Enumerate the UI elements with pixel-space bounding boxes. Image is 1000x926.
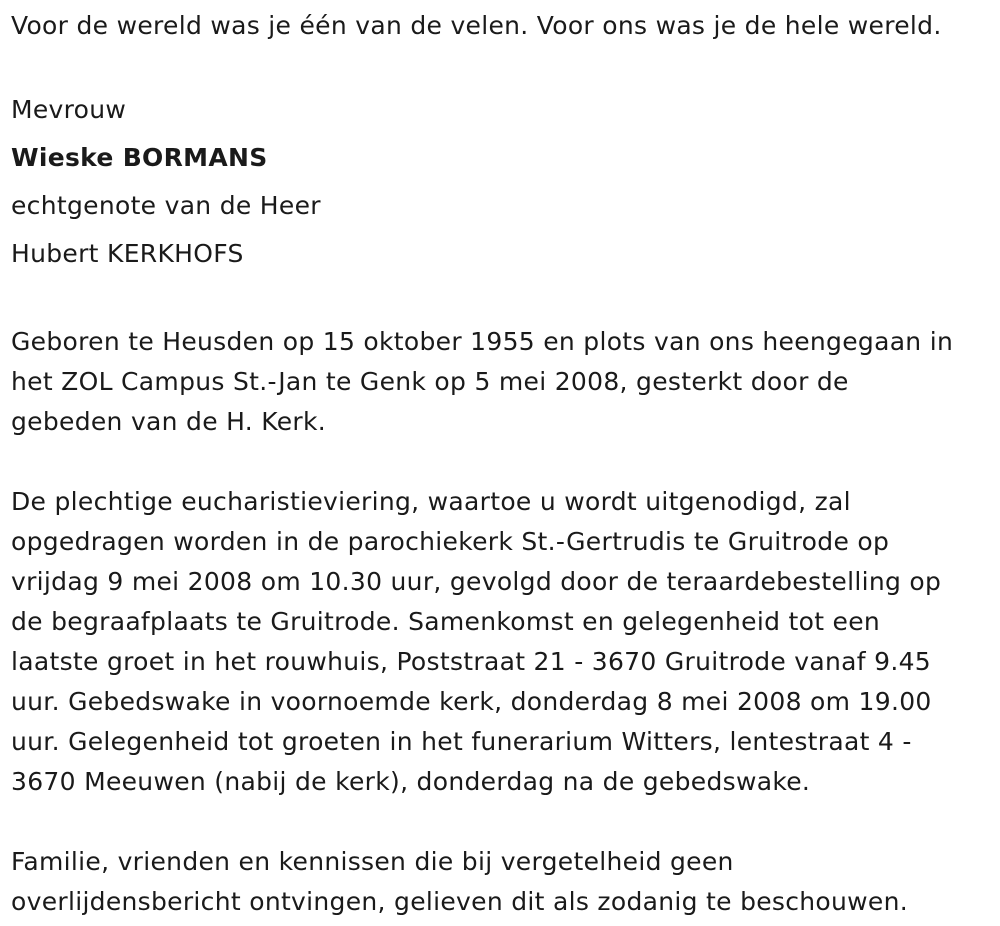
paragraph-line: Geboren te Heusden op 15 oktober 1955 en plots van ons heengegaan in [11,327,954,356]
paragraph-line: laatste groet in het rouwhuis, Poststraat 21 - 3670 Gruitrode vanaf 9.45 [11,647,931,676]
obituary-notice [11,6,986,922]
paragraph-line: overlijdensbericht ontvingen, gelieven dit als zodanig te beschouwen. [11,887,908,916]
spacer [11,442,986,482]
person-relation: echtgenote van de Heer [11,191,321,220]
ceremony-paragraph [11,482,986,802]
closing-paragraph [11,842,986,922]
paragraph-line: opgedragen worden in de parochiekerk St.-Gertrudis te Gruitrode op [11,527,890,556]
paragraph-line: Familie, vrienden en kennissen die bij vergetelheid geen [11,847,734,876]
paragraph-line: 3670 Meeuwen (nabij de kerk), donderdag na de gebedswake. [11,767,811,796]
birth-paragraph [11,322,986,442]
spacer [11,278,986,322]
intro-quote: Voor de wereld was je één van de velen. Voor ons was je de hele wereld. [11,11,942,40]
spouse-name: Hubert KERKHOFS [11,239,244,268]
paragraph-line: uur. Gebedswake in voornoemde kerk, donderdag 8 mei 2008 om 19.00 [11,687,932,716]
paragraph-line: uur. Gelegenheid tot groeten in het funerarium Witters, lentestraat 4 - [11,727,912,756]
paragraph-line: vrijdag 9 mei 2008 om 10.30 uur, gevolgd door de teraardebestelling op [11,567,942,596]
person-title: Mevrouw [11,95,127,124]
spacer [11,802,986,842]
person-block [11,86,986,278]
spacer [11,46,986,86]
paragraph-line: gebeden van de H. Kerk. [11,407,327,436]
paragraph-line: de begraafplaats te Gruitrode. Samenkomst en gelegenheid tot een [11,607,881,636]
paragraph-line: De plechtige eucharistieviering, waartoe u wordt uitgenodigd, zal [11,487,851,516]
person-name: Wieske BORMANS [11,143,268,172]
paragraph-line: het ZOL Campus St.-Jan te Genk op 5 mei 2008, gesterkt door de [11,367,849,396]
